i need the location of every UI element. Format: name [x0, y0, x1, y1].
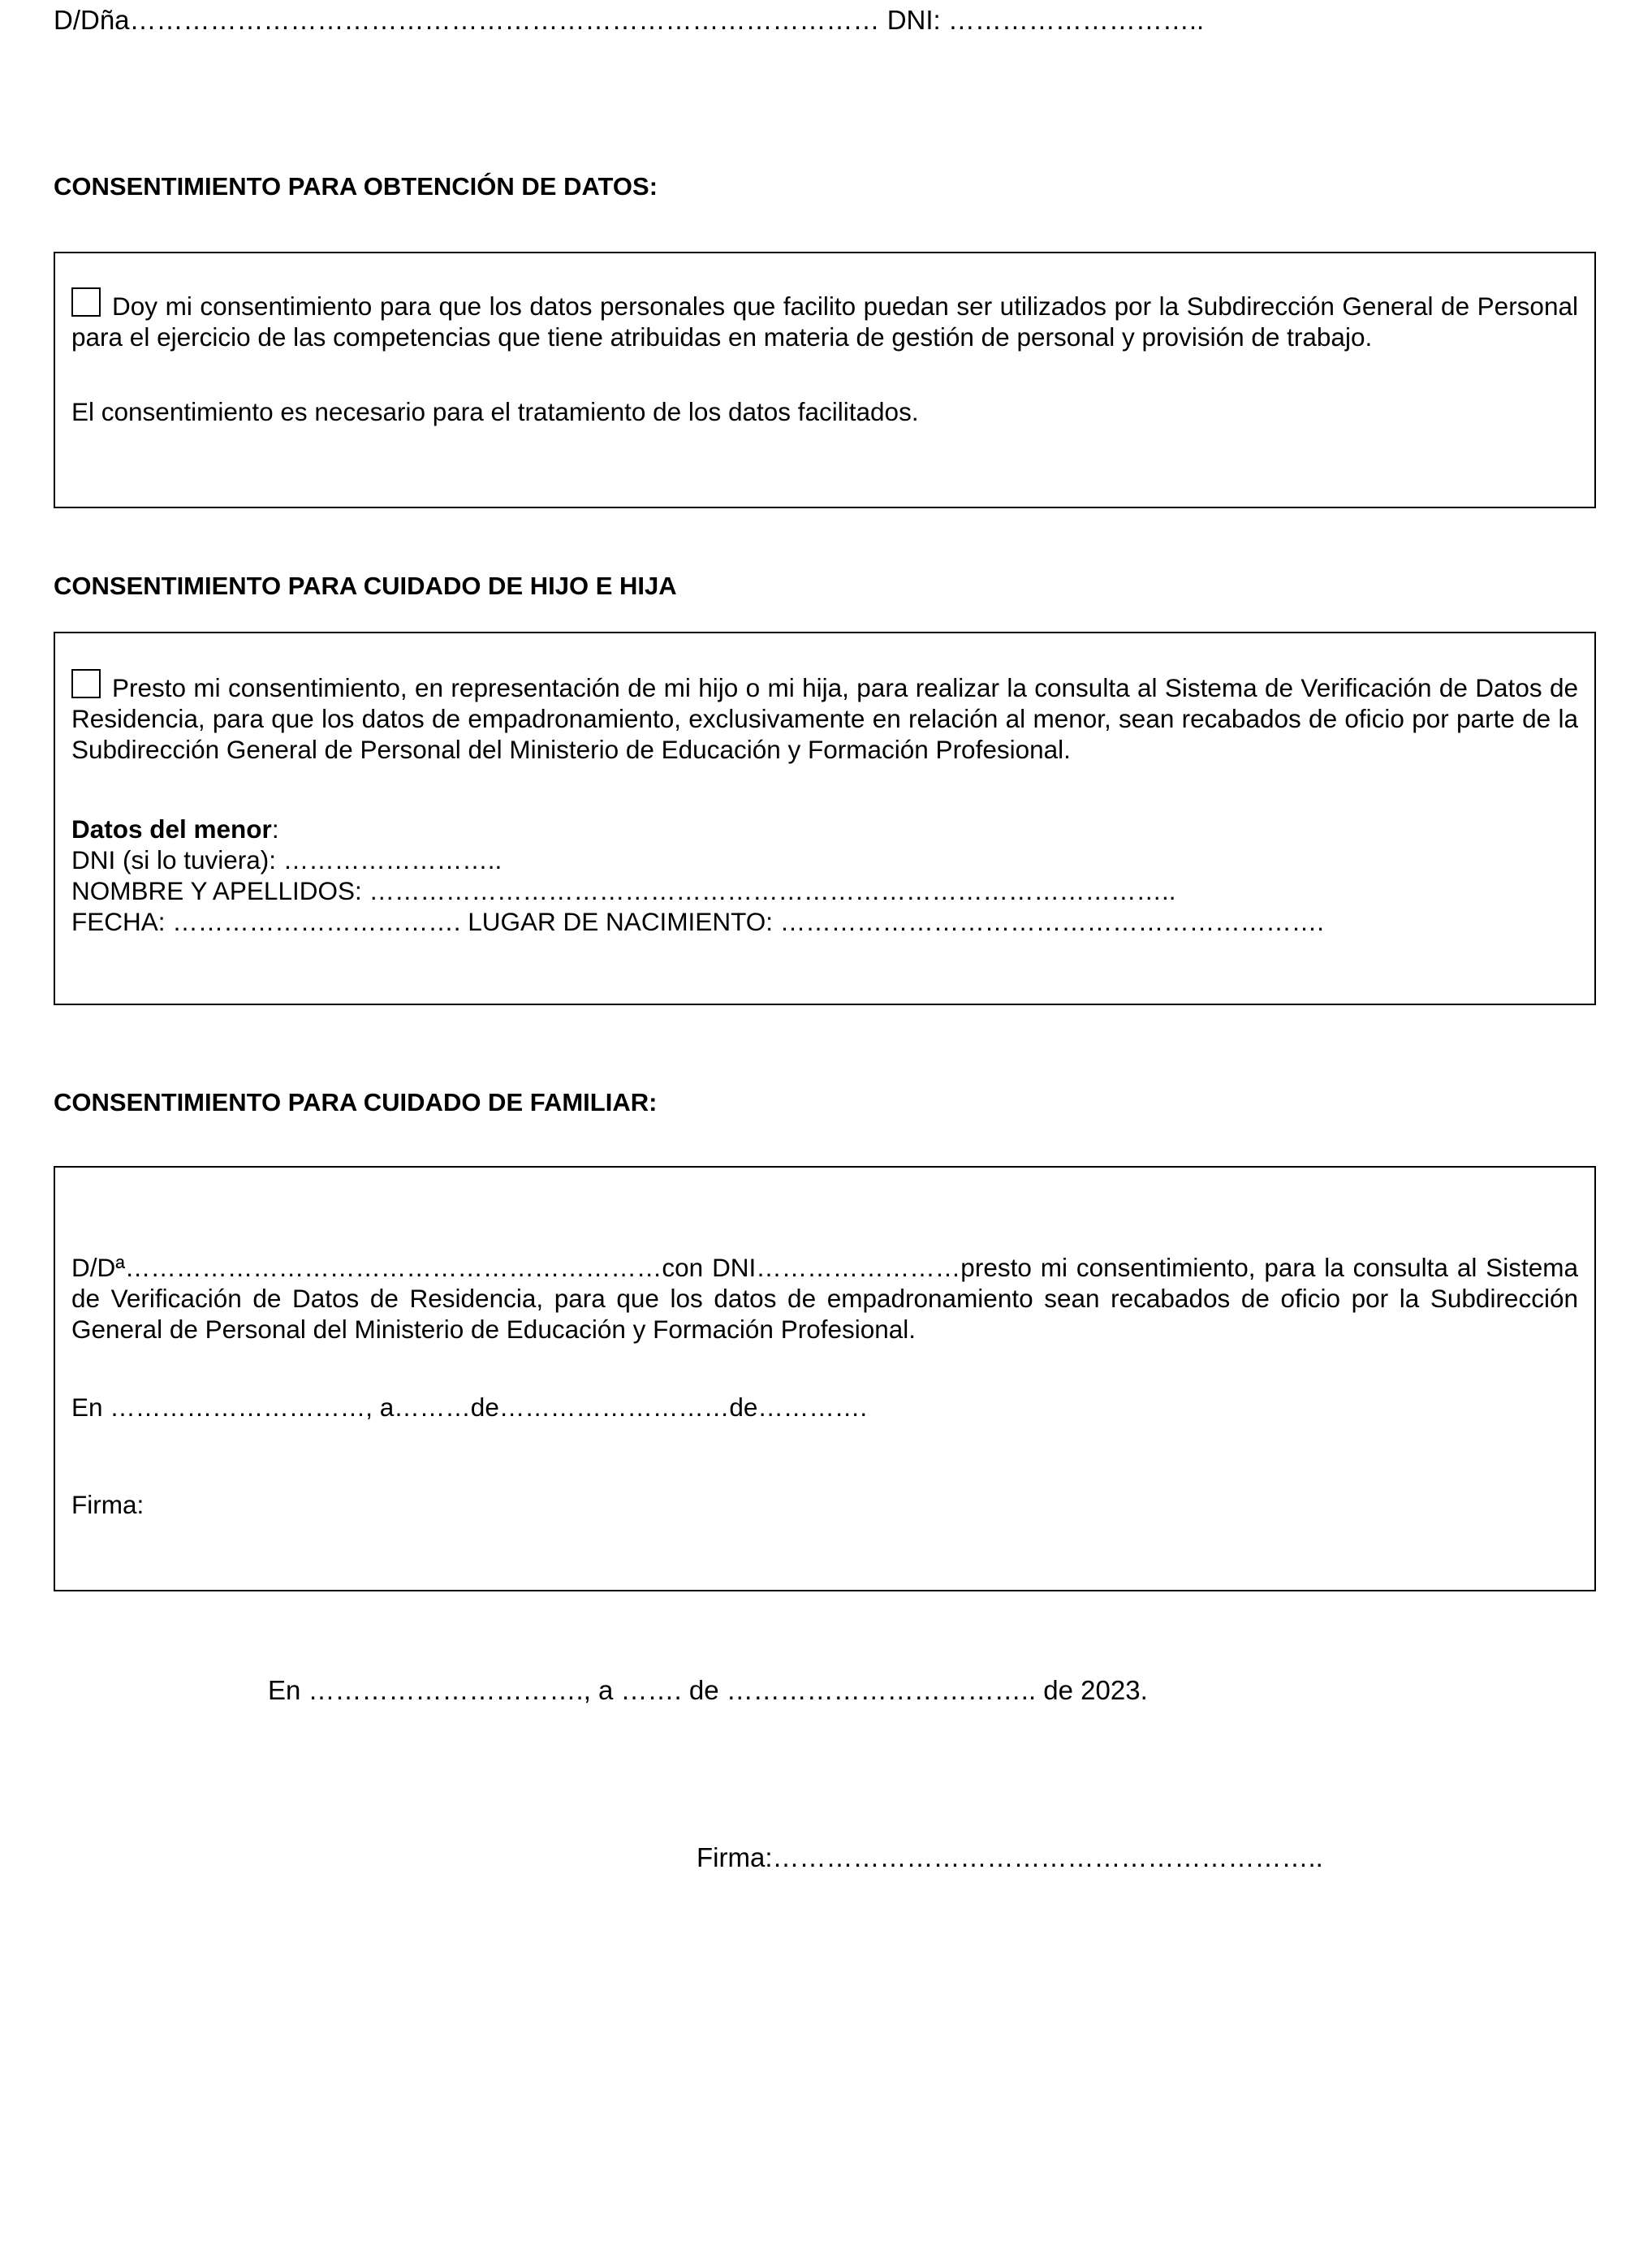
minor-data-label-colon: :	[271, 814, 279, 844]
minor-birth-field[interactable]: FECHA: ……………………………. LUGAR DE NACIMIENTO: ……………………………………………………….	[71, 907, 1324, 936]
family-care-consent-text[interactable]: D/Dª………………………………………………………con DNI……………………presto mi consentimiento, para la consulta al Sistema de Verificación de Datos de Residencia, para que los datos de empadronamiento sean recabados de oficio por la Subdirección General de Personal del Ministerio de Educación y Formación Profesional.	[71, 1253, 1578, 1344]
child-care-consent-box	[54, 632, 1596, 1005]
data-consent-heading: CONSENTIMIENTO PARA OBTENCIÓN DE DATOS:	[54, 172, 658, 201]
child-care-consent-paragraph	[71, 669, 1578, 765]
applicant-name-dni-line[interactable]: D/Dña………………………………………………………………………… DNI: ………………………..	[54, 5, 1205, 35]
data-consent-text: Doy mi consentimiento para que los datos personales que facilito puedan ser utilizados por la Subdirección General de Personal para el ejercicio de las competencias que tiene atribuidas en materia de gestión de personal y provisión de trabajo.	[71, 291, 1578, 352]
family-care-consent-heading: CONSENTIMIENTO PARA CUIDADO DE FAMILIAR:	[54, 1088, 658, 1116]
minor-data-label	[71, 814, 279, 844]
data-consent-note: El consentimiento es necesario para el tratamiento de los datos facilitados.	[71, 397, 919, 426]
family-care-date-line[interactable]: En …………………………, a………de………………………de………….	[71, 1393, 868, 1422]
minor-data-label-text: Datos del menor	[71, 814, 272, 844]
minor-dni-field[interactable]: DNI (si lo tuviera): ……………………..	[71, 845, 503, 874]
family-care-consent-box	[54, 1166, 1596, 1591]
child-care-consent-checkbox[interactable]	[71, 669, 101, 698]
footer-signature-line[interactable]: Firma:……………………………………………………..	[697, 1842, 1323, 1872]
minor-name-field[interactable]: NOMBRE Y APELLIDOS: …………………………………………………………………………………..	[71, 876, 1176, 905]
data-consent-checkbox[interactable]	[71, 287, 101, 317]
child-care-consent-text: Presto mi consentimiento, en representación de mi hijo o mi hija, para realizar la consulta al Sistema de Verificación de Datos de Residencia, para que los datos de empadronamiento, exclusivamente en relación al menor, sean recabados de oficio por parte de la Subdirección General de Personal del Ministerio de Educación y Formación Profesional.	[71, 673, 1578, 764]
data-consent-box	[54, 252, 1596, 508]
family-care-signature-label[interactable]: Firma:	[71, 1490, 144, 1519]
footer-date-line[interactable]: En …………………………., a ……. de …………………………….. de 2023.	[268, 1675, 1148, 1705]
data-consent-paragraph	[71, 287, 1578, 352]
child-care-consent-heading: CONSENTIMIENTO PARA CUIDADO DE HIJO E HIJA	[54, 572, 677, 600]
